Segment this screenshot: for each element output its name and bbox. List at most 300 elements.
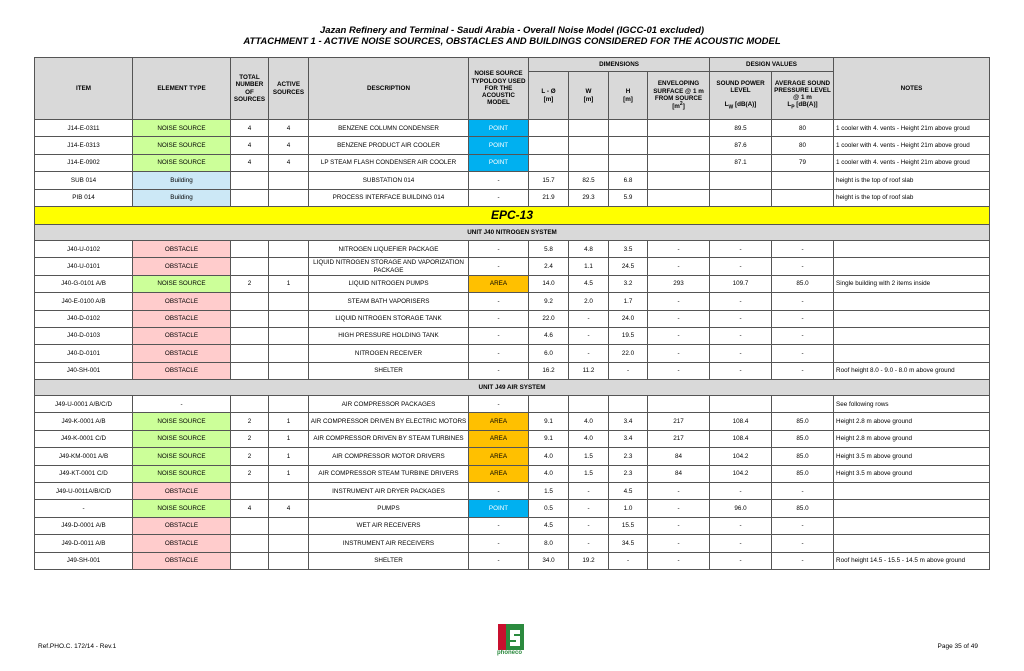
cell-active-sources: 1: [269, 465, 309, 482]
cell-height: 3.4: [609, 430, 648, 447]
cell-height: 24.5: [609, 258, 648, 275]
cell-enveloping-surface: -: [648, 258, 710, 275]
cell-height: 19.5: [609, 327, 648, 344]
cell-item: J40-E-0100 A/B: [35, 293, 133, 310]
cell-width: -: [569, 535, 609, 552]
cell-length: 2.4: [529, 258, 569, 275]
cell-height: 24.0: [609, 310, 648, 327]
cell-enveloping-surface: -: [648, 327, 710, 344]
cell-width: -: [569, 517, 609, 534]
unit-j40-header: UNIT J40 NITROGEN SYSTEM: [35, 224, 990, 240]
cell-active-sources: [269, 172, 309, 189]
cell-sound-pressure-level: 80: [772, 137, 834, 154]
cell-description: AIR COMPRESSOR STEAM TURBINE DRIVERS: [309, 465, 469, 482]
header-design-values: DESIGN VALUES: [710, 58, 834, 72]
cell-typology: -: [469, 327, 529, 344]
cell-typology: -: [469, 345, 529, 362]
cell-enveloping-surface: [648, 172, 710, 189]
cell-total-sources: 4: [231, 137, 269, 154]
document-title: Jazan Refinery and Terminal - Saudi Arabia - Overall Noise Model (IGCC-01 excluded): [319, 25, 705, 36]
cell-width: 4.5: [569, 275, 609, 292]
cell-notes: Height 3.5 m above ground: [834, 448, 990, 465]
cell-item: J40-D-0101: [35, 345, 133, 362]
cell-description: NITROGEN LIQUEFIER PACKAGE: [309, 240, 469, 257]
cell-element-type: NOISE SOURCE: [133, 430, 231, 447]
cell-description: PUMPS: [309, 500, 469, 517]
cell-item: -: [35, 500, 133, 517]
cell-sound-pressure-level: [772, 189, 834, 206]
cell-total-sources: [231, 310, 269, 327]
cell-typology: -: [469, 396, 529, 413]
cell-total-sources: 2: [231, 430, 269, 447]
cell-height: [609, 120, 648, 137]
cell-height: 1.7: [609, 293, 648, 310]
table-row: [35, 189, 990, 206]
cell-notes: Height 3.5 m above ground: [834, 465, 990, 482]
cell-sound-pressure-level: -: [772, 293, 834, 310]
table-row: [35, 310, 990, 327]
cell-enveloping-surface: 84: [648, 465, 710, 482]
table-row: [35, 465, 990, 482]
cell-notes: height is the top of roof slab: [834, 172, 990, 189]
cell-width: 11.2: [569, 362, 609, 379]
cell-typology: -: [469, 172, 529, 189]
cell-typology: -: [469, 258, 529, 275]
footer-page-number: Page 35 of 49: [937, 643, 978, 650]
cell-description: SUBSTATION 014: [309, 172, 469, 189]
cell-item: J49-KM-0001 A/B: [35, 448, 133, 465]
cell-notes: [834, 345, 990, 362]
cell-sound-power-level: 96.0: [710, 500, 772, 517]
table-row: [35, 137, 990, 154]
noise-sources-table: [34, 57, 990, 570]
cell-enveloping-surface: [648, 137, 710, 154]
cell-active-sources: 4: [269, 500, 309, 517]
cell-sound-pressure-level: 85.0: [772, 465, 834, 482]
cell-height: 2.3: [609, 448, 648, 465]
cell-element-type: NOISE SOURCE: [133, 154, 231, 171]
cell-height: [609, 137, 648, 154]
unit-j49-section: [35, 380, 990, 396]
cell-element-type: OBSTACLE: [133, 517, 231, 534]
cell-sound-power-level: 108.4: [710, 413, 772, 430]
cell-description: BENZENE PRODUCT AIR COOLER: [309, 137, 469, 154]
cell-item: J40-D-0102: [35, 310, 133, 327]
cell-sound-power-level: -: [710, 345, 772, 362]
cell-typology: AREA: [469, 430, 529, 447]
table-row: [35, 362, 990, 379]
cell-description: INSTRUMENT AIR DRYER PACKAGES: [309, 483, 469, 500]
cell-active-sources: [269, 517, 309, 534]
table-row: [35, 327, 990, 344]
header-width: W [m]: [569, 72, 609, 120]
cell-sound-pressure-level: [772, 396, 834, 413]
cell-length: 9.2: [529, 293, 569, 310]
cell-active-sources: [269, 258, 309, 275]
cell-description: STEAM BATH VAPORISERS: [309, 293, 469, 310]
cell-height: 3.4: [609, 413, 648, 430]
cell-description: HIGH PRESSURE HOLDING TANK: [309, 327, 469, 344]
footer-reference: Ref.PHO.C. 172/14 - Rev.1: [38, 643, 117, 650]
cell-item: J40-U-0102: [35, 240, 133, 257]
cell-sound-pressure-level: -: [772, 258, 834, 275]
cell-length: 15.7: [529, 172, 569, 189]
cell-sound-power-level: -: [710, 362, 772, 379]
cell-typology: POINT: [469, 154, 529, 171]
cell-typology: AREA: [469, 448, 529, 465]
cell-height: 3.2: [609, 275, 648, 292]
cell-total-sources: [231, 552, 269, 569]
cell-typology: -: [469, 552, 529, 569]
cell-width: 1.5: [569, 448, 609, 465]
cell-active-sources: 1: [269, 430, 309, 447]
cell-typology: -: [469, 517, 529, 534]
header-typology: NOISE SOURCE TYPOLOGY USED FOR THE ACOUSTIC MODEL: [469, 58, 529, 120]
cell-length: 0.5: [529, 500, 569, 517]
cell-element-type: OBSTACLE: [133, 293, 231, 310]
cell-length: 4.0: [529, 465, 569, 482]
cell-height: [609, 154, 648, 171]
header-active-sources: ACTIVE SOURCES: [269, 58, 309, 120]
unit-j49-header: UNIT J49 AIR SYSTEM: [35, 380, 990, 396]
cell-sound-power-level: -: [710, 258, 772, 275]
table-row: [35, 552, 990, 569]
table-header: [35, 58, 990, 120]
cell-enveloping-surface: [648, 189, 710, 206]
cell-element-type: Building: [133, 172, 231, 189]
cell-enveloping-surface: 84: [648, 448, 710, 465]
cell-enveloping-surface: -: [648, 310, 710, 327]
cell-notes: [834, 517, 990, 534]
cell-sound-pressure-level: 85.0: [772, 500, 834, 517]
cell-length: 34.0: [529, 552, 569, 569]
cell-length: 1.5: [529, 483, 569, 500]
header-length: L - Ø [m]: [529, 72, 569, 120]
cell-sound-power-level: -: [710, 293, 772, 310]
cell-sound-pressure-level: 85.0: [772, 448, 834, 465]
cell-active-sources: 1: [269, 448, 309, 465]
cell-element-type: OBSTACLE: [133, 535, 231, 552]
cell-element-type: OBSTACLE: [133, 310, 231, 327]
cell-length: [529, 154, 569, 171]
cell-sound-pressure-level: -: [772, 310, 834, 327]
cell-active-sources: 1: [269, 275, 309, 292]
cell-typology: -: [469, 293, 529, 310]
cell-total-sources: 4: [231, 500, 269, 517]
table-body-j40: [35, 240, 990, 379]
cell-enveloping-surface: -: [648, 345, 710, 362]
table-row: [35, 240, 990, 257]
cell-length: 4.6: [529, 327, 569, 344]
cell-active-sources: [269, 310, 309, 327]
cell-total-sources: 2: [231, 275, 269, 292]
cell-total-sources: [231, 327, 269, 344]
cell-notes: [834, 535, 990, 552]
table-row: [35, 535, 990, 552]
cell-item: J49-D-0011 A/B: [35, 535, 133, 552]
cell-width: 29.3: [569, 189, 609, 206]
cell-width: 4.0: [569, 430, 609, 447]
cell-notes: Roof height 14.5 - 15.5 - 14.5 m above ground: [834, 552, 990, 569]
cell-description: NITROGEN RECEIVER: [309, 345, 469, 362]
cell-active-sources: [269, 240, 309, 257]
cell-total-sources: [231, 293, 269, 310]
cell-typology: -: [469, 189, 529, 206]
header-sound-pressure-level: AVERAGE SOUND PRESSURE LEVEL @ 1 m $L_P$ [dB(A)]: [772, 72, 834, 120]
cell-height: 34.5: [609, 535, 648, 552]
cell-width: -: [569, 500, 609, 517]
cell-element-type: NOISE SOURCE: [133, 275, 231, 292]
cell-sound-pressure-level: -: [772, 483, 834, 500]
table-row: [35, 275, 990, 292]
cell-sound-power-level: 104.2: [710, 465, 772, 482]
cell-enveloping-surface: -: [648, 362, 710, 379]
cell-height: 3.5: [609, 240, 648, 257]
cell-total-sources: 2: [231, 465, 269, 482]
cell-length: 16.2: [529, 362, 569, 379]
header-total-sources: TOTAL NUMBER OF SOURCES: [231, 58, 269, 120]
table-row: [35, 413, 990, 430]
epc-label: EPC-13: [35, 206, 990, 224]
cell-description: LP STEAM FLASH CONDENSER AIR COOLER: [309, 154, 469, 171]
cell-enveloping-surface: -: [648, 483, 710, 500]
table-body-top: [35, 120, 990, 207]
cell-total-sources: 4: [231, 154, 269, 171]
cell-notes: Roof height 8.0 - 9.0 - 8.0 m above ground: [834, 362, 990, 379]
cell-width: -: [569, 310, 609, 327]
cell-item: J40-D-0103: [35, 327, 133, 344]
table-row: [35, 430, 990, 447]
cell-notes: [834, 258, 990, 275]
cell-total-sources: [231, 345, 269, 362]
cell-notes: height is the top of roof slab: [834, 189, 990, 206]
cell-active-sources: 4: [269, 154, 309, 171]
cell-active-sources: [269, 552, 309, 569]
cell-element-type: OBSTACLE: [133, 362, 231, 379]
cell-sound-pressure-level: -: [772, 345, 834, 362]
table-row: [35, 483, 990, 500]
header-enveloping-surface: ENVELOPING SURFACE @ 1 m FROM SOURCE $[m^2]$: [648, 72, 710, 120]
cell-item: J40-U-0101: [35, 258, 133, 275]
cell-sound-pressure-level: 79: [772, 154, 834, 171]
cell-description: WET AIR RECEIVERS: [309, 517, 469, 534]
cell-sound-pressure-level: 85.0: [772, 413, 834, 430]
cell-width: 4.8: [569, 240, 609, 257]
logo-text: phoneco: [497, 650, 522, 656]
cell-element-type: OBSTACLE: [133, 345, 231, 362]
cell-notes: Height 2.8 m above ground: [834, 430, 990, 447]
cell-total-sources: [231, 535, 269, 552]
cell-item: J49-U-0001 A/B/C/D: [35, 396, 133, 413]
cell-typology: POINT: [469, 137, 529, 154]
cell-sound-power-level: 109.7: [710, 275, 772, 292]
cell-sound-pressure-level: 85.0: [772, 275, 834, 292]
cell-element-type: NOISE SOURCE: [133, 500, 231, 517]
cell-enveloping-surface: -: [648, 293, 710, 310]
header-sound-power-level: SOUND POWER LEVEL $L_W$ [dB(A)]: [710, 72, 772, 120]
table-row: [35, 396, 990, 413]
cell-active-sources: [269, 396, 309, 413]
cell-typology: -: [469, 483, 529, 500]
cell-width: -: [569, 327, 609, 344]
cell-description: AIR COMPRESSOR DRIVEN BY STEAM TURBINES: [309, 430, 469, 447]
cell-sound-power-level: -: [710, 310, 772, 327]
cell-notes: 1 cooler with 4. vents - Height 21m above groud: [834, 137, 990, 154]
cell-sound-power-level: 87.1: [710, 154, 772, 171]
cell-item: J49-K-0001 C/D: [35, 430, 133, 447]
cell-typology: POINT: [469, 120, 529, 137]
cell-element-type: NOISE SOURCE: [133, 120, 231, 137]
cell-total-sources: 2: [231, 413, 269, 430]
cell-description: LIQUID NITROGEN STORAGE TANK: [309, 310, 469, 327]
table-row: [35, 258, 990, 275]
cell-enveloping-surface: [648, 396, 710, 413]
cell-height: 1.0: [609, 500, 648, 517]
cell-element-type: NOISE SOURCE: [133, 413, 231, 430]
cell-height: 5.9: [609, 189, 648, 206]
cell-width: 1.1: [569, 258, 609, 275]
cell-sound-power-level: -: [710, 517, 772, 534]
cell-sound-pressure-level: -: [772, 362, 834, 379]
cell-total-sources: [231, 396, 269, 413]
table-row: [35, 448, 990, 465]
cell-sound-pressure-level: -: [772, 535, 834, 552]
cell-item: PIB 014: [35, 189, 133, 206]
cell-notes: 1 cooler with 4. vents - Height 21m above groud: [834, 120, 990, 137]
cell-notes: [834, 310, 990, 327]
cell-item: J49-U-0011A/B/C/D: [35, 483, 133, 500]
cell-length: 6.0: [529, 345, 569, 362]
table-row: [35, 517, 990, 534]
cell-length: [529, 120, 569, 137]
cell-active-sources: [269, 483, 309, 500]
cell-length: 9.1: [529, 413, 569, 430]
cell-element-type: OBSTACLE: [133, 552, 231, 569]
cell-sound-pressure-level: 85.0: [772, 430, 834, 447]
cell-width: [569, 137, 609, 154]
cell-element-type: OBSTACLE: [133, 483, 231, 500]
cell-length: [529, 396, 569, 413]
cell-width: 19.2: [569, 552, 609, 569]
cell-item: J49-D-0001 A/B: [35, 517, 133, 534]
cell-sound-power-level: 108.4: [710, 430, 772, 447]
cell-enveloping-surface: -: [648, 500, 710, 517]
cell-length: 8.0: [529, 535, 569, 552]
cell-element-type: -: [133, 396, 231, 413]
cell-height: [609, 396, 648, 413]
cell-width: -: [569, 483, 609, 500]
cell-total-sources: [231, 240, 269, 257]
cell-item: J49-K-0001 A/B: [35, 413, 133, 430]
cell-description: SHELTER: [309, 552, 469, 569]
cell-total-sources: [231, 362, 269, 379]
cell-enveloping-surface: 217: [648, 430, 710, 447]
header-notes: NOTES: [834, 58, 990, 120]
cell-sound-power-level: [710, 189, 772, 206]
cell-sound-power-level: [710, 172, 772, 189]
cell-width: [569, 120, 609, 137]
cell-element-type: NOISE SOURCE: [133, 465, 231, 482]
cell-element-type: OBSTACLE: [133, 258, 231, 275]
cell-typology: POINT: [469, 500, 529, 517]
cell-active-sources: [269, 535, 309, 552]
cell-length: [529, 137, 569, 154]
epc-section: [35, 206, 990, 240]
cell-length: 9.1: [529, 430, 569, 447]
table-row: [35, 172, 990, 189]
cell-element-type: NOISE SOURCE: [133, 448, 231, 465]
cell-notes: [834, 500, 990, 517]
cell-notes: Single building with 2 items inside: [834, 275, 990, 292]
cell-length: 5.8: [529, 240, 569, 257]
cell-description: LIQUID NITROGEN STORAGE AND VAPORIZATION PACKAGE: [309, 258, 469, 275]
cell-length: 4.5: [529, 517, 569, 534]
cell-height: 15.5: [609, 517, 648, 534]
cell-notes: Height 2.8 m above ground: [834, 413, 990, 430]
cell-sound-power-level: 89.5: [710, 120, 772, 137]
table-row: [35, 120, 990, 137]
header-description: DESCRIPTION: [309, 58, 469, 120]
cell-width: [569, 154, 609, 171]
cell-total-sources: [231, 258, 269, 275]
cell-typology: -: [469, 362, 529, 379]
cell-item: J14-E-0902: [35, 154, 133, 171]
cell-active-sources: [269, 327, 309, 344]
cell-item: J49-KT-0001 C/D: [35, 465, 133, 482]
cell-total-sources: [231, 517, 269, 534]
header-item: ITEM: [35, 58, 133, 120]
cell-height: 6.8: [609, 172, 648, 189]
cell-total-sources: 4: [231, 120, 269, 137]
cell-typology: AREA: [469, 275, 529, 292]
table-row: [35, 345, 990, 362]
cell-height: 22.0: [609, 345, 648, 362]
cell-description: AIR COMPRESSOR DRIVEN BY ELECTRIC MOTORS: [309, 413, 469, 430]
cell-sound-pressure-level: -: [772, 240, 834, 257]
cell-enveloping-surface: [648, 120, 710, 137]
table-row: [35, 154, 990, 171]
cell-notes: 1 cooler with 4. vents - Height 21m above groud: [834, 154, 990, 171]
header-element-type: ELEMENT TYPE: [133, 58, 231, 120]
cell-description: LIQUID NITROGEN PUMPS: [309, 275, 469, 292]
table-row: [35, 500, 990, 517]
cell-sound-power-level: -: [710, 483, 772, 500]
cell-notes: [834, 293, 990, 310]
cell-active-sources: 1: [269, 413, 309, 430]
cell-notes: [834, 240, 990, 257]
cell-sound-power-level: -: [710, 327, 772, 344]
cell-width: 2.0: [569, 293, 609, 310]
header-dimensions: DIMENSIONS: [529, 58, 710, 72]
document-subtitle: ATTACHMENT 1 - ACTIVE NOISE SOURCES, OBSTACLES AND BUILDINGS CONSIDERED FOR THE ACOUSTIC MODEL: [243, 36, 781, 47]
table-body-j49: [35, 396, 990, 570]
cell-sound-power-level: -: [710, 535, 772, 552]
cell-enveloping-surface: -: [648, 535, 710, 552]
cell-element-type: OBSTACLE: [133, 240, 231, 257]
cell-item: J14-E-0313: [35, 137, 133, 154]
cell-height: -: [609, 362, 648, 379]
cell-element-type: Building: [133, 189, 231, 206]
cell-sound-power-level: 87.6: [710, 137, 772, 154]
cell-length: 22.0: [529, 310, 569, 327]
cell-length: 21.9: [529, 189, 569, 206]
cell-width: 4.0: [569, 413, 609, 430]
cell-description: INSTRUMENT AIR RECEIVERS: [309, 535, 469, 552]
cell-sound-power-level: -: [710, 240, 772, 257]
cell-sound-power-level: -: [710, 552, 772, 569]
cell-enveloping-surface: -: [648, 552, 710, 569]
cell-active-sources: [269, 293, 309, 310]
